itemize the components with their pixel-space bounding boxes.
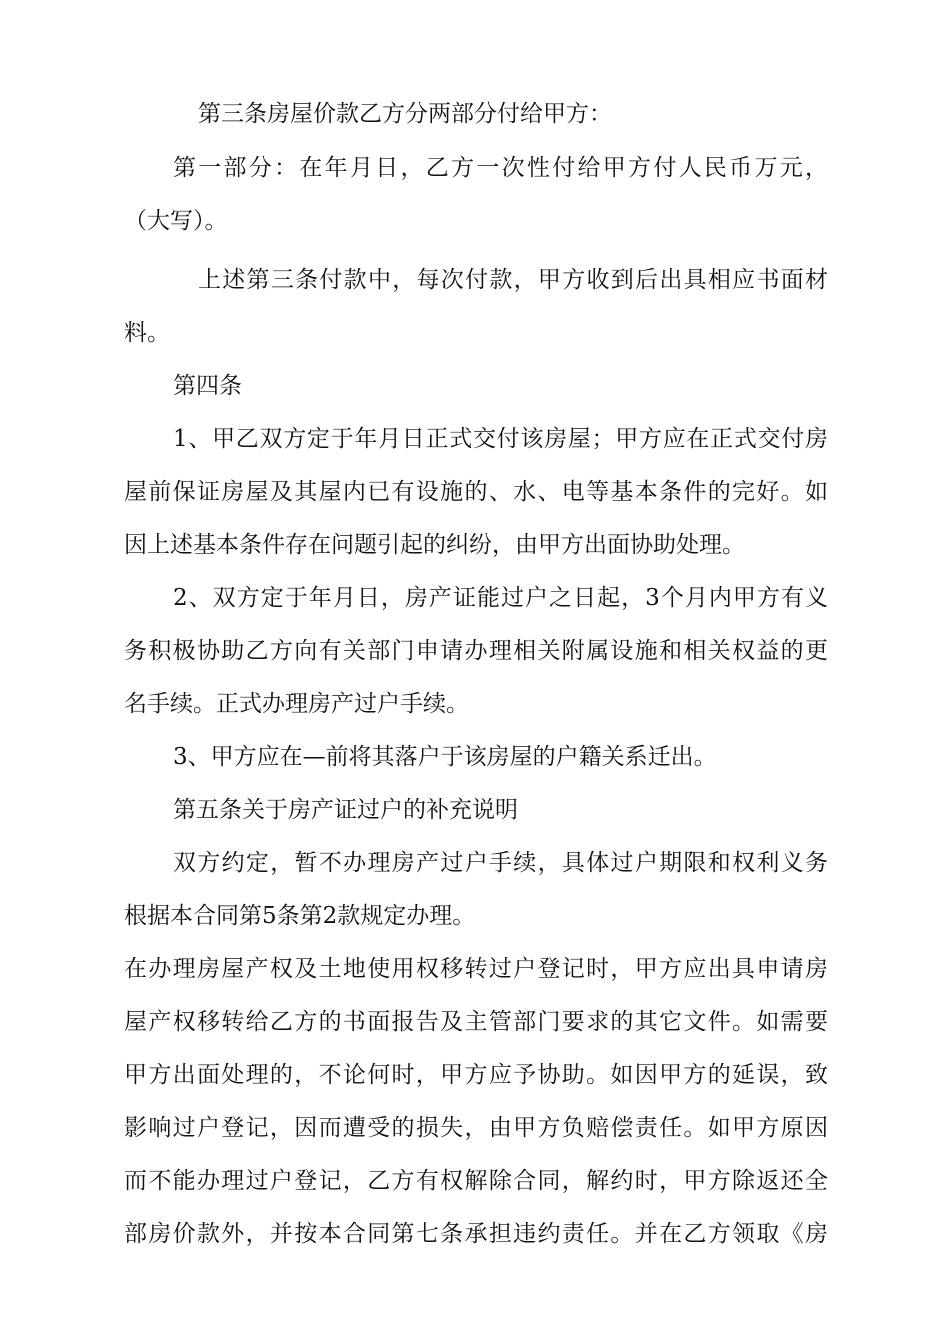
payment-part-1-line-2: （大写）。 <box>124 208 228 234</box>
payment-note-line-2: 料。 <box>124 320 170 346</box>
article-5-para-2-line-5: 而不能办理过户登记，乙方有权解除合同，解约时，甲方除返还全 <box>124 1168 828 1194</box>
article-5-para-1-line-1: 双方约定，暂不办理房产过户手续，具体过户期限和权利义务 <box>173 850 828 876</box>
article-4-heading: 第四条 <box>173 373 242 399</box>
article-5-para-2-line-3: 甲方出面处理的，不论何时，甲方应予协助。如因甲方的延误，致 <box>124 1062 828 1088</box>
clause-4-1-line-1: 1、甲乙双方定于年月日正式交付该房屋；甲方应在正式交付房 <box>173 426 828 452</box>
payment-note-line-1: 上述第三条付款中，每次付款，甲方收到后出具相应书面材 <box>198 267 828 293</box>
clause-4-1-line-3: 因上述基本条件存在问题引起的纠纷，由甲方出面协助处理。 <box>124 532 745 558</box>
clause-4-1-line-2: 屋前保证房屋及其屋内已有设施的、水、电等基本条件的完好。如 <box>124 479 828 505</box>
payment-part-1-line-1: 第一部分：在年月日，乙方一次性付给甲方付人民币万元， <box>173 155 828 181</box>
clause-4-3-line-1: 3、甲方应在—前将其落户于该房屋的户籍关系迁出。 <box>173 744 717 770</box>
article-5-para-2-line-2: 屋产权移转给乙方的书面报告及主管部门要求的其它文件。如需要 <box>124 1009 828 1035</box>
clause-4-2-line-2: 务积极协助乙方向有关部门申请办理相关附属设施和相关权益的更 <box>124 638 828 664</box>
clause-4-2-line-3: 名手续。正式办理房产过户手续。 <box>124 691 469 717</box>
article-5-para-2-line-6: 部房价款外，并按本合同第七条承担违约责任。并在乙方领取《房 <box>124 1221 828 1247</box>
article-5-heading: 第五条关于房产证过户的补充说明 <box>173 797 518 823</box>
article-5-para-2-line-4: 影响过户登记，因而遭受的损失，由甲方负赔偿责任。如甲方原因 <box>124 1115 828 1141</box>
clause-4-2-line-1: 2、双方定于年月日，房产证能过户之日起，3个月内甲方有义 <box>173 585 828 611</box>
article-5-para-1-line-2: 根据本合同第5条第2款规定办理。 <box>124 903 476 929</box>
article-3-heading: 第三条房屋价款乙方分两部分付给甲方： <box>198 101 612 127</box>
article-5-para-2-line-1: 在办理房屋产权及土地使用权移转过户登记时，甲方应出具申请房 <box>124 956 828 982</box>
